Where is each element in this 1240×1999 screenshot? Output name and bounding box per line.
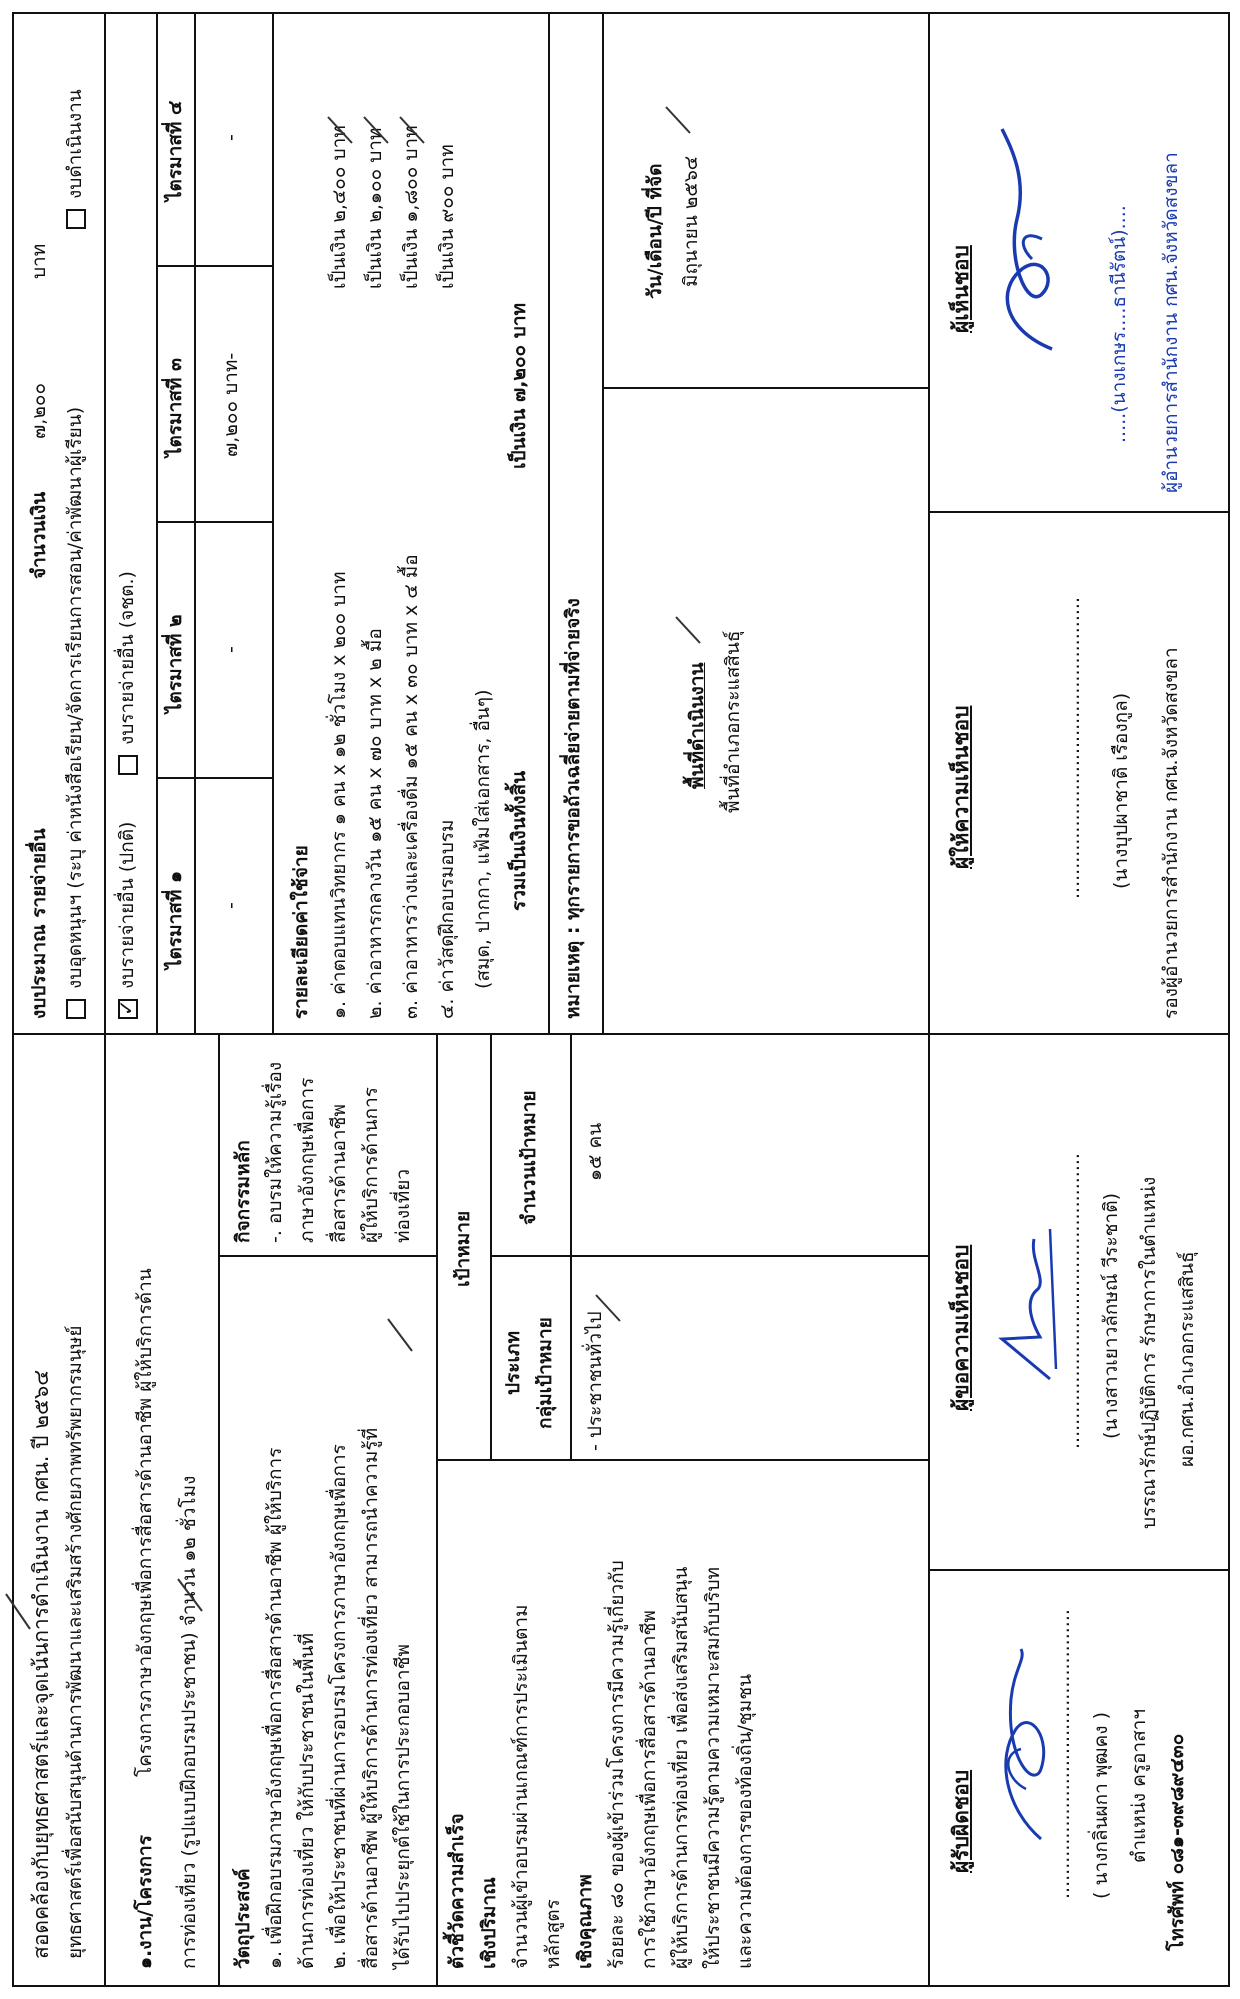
qual-line: ร้อยละ ๘๐ ของผู้เข้าร่วมโครงการมีความรู้เกี่ยวกับ — [606, 1560, 628, 1969]
qual-line: ผู้ให้บริการด้านการท่องเที่ยว เพื่อส่งเสริมสนับสนุน — [670, 1566, 692, 1969]
activity-line: สื่อสารด้านอาชีพ — [328, 1104, 350, 1243]
costs-heading: รายละเอียดค่าใช้จ่าย — [290, 845, 312, 1019]
objective-line: ได้รับไปประยุกต์ใช้ในการประกอบอาชีพ — [392, 1644, 414, 1969]
qual-line: ให้ประชาชนมีความรู้ตามความเหมาะสมกับบริบท — [702, 1566, 724, 1969]
rule — [156, 521, 272, 523]
target-col1a: ประเภท — [502, 1330, 524, 1395]
quarter-value: - — [220, 646, 242, 653]
objective-line: สื่อสารด้านอาชีพ ผู้ให้บริการด้านการท่องเที่ยว สามารถนำความรู้ที่ — [360, 1427, 382, 1969]
cost-amount: เป็นเงิน ๒,๔๐๐ บาท — [328, 125, 350, 289]
opt2-checkbox[interactable] — [66, 209, 86, 229]
opt4-label: งบรายจ่ายอื่น (จชต.) — [116, 571, 138, 745]
cost-amount: เป็นเงิน ๑,๘๐๐ บาท — [400, 125, 422, 289]
qual-line: และความต้องการของท้องถิ่น/ชุมชน — [734, 1673, 756, 1969]
target-type: - ประชาชนทั่วไป — [584, 1311, 606, 1451]
responsible-dots: ................................................ — [1052, 1609, 1074, 1899]
check-mark-icon — [358, 109, 394, 149]
objective-line: ๒. เพื่อให้ประชาชนที่ผ่านการอบรมโครงการภาษาอังกฤษเพื่อการ — [328, 1444, 350, 1969]
activity-line: ภาษาอังกฤษเพื่อการ — [296, 1077, 318, 1243]
cost-item: ๔. ค่าวัสดุฝึกอบรมอบรม — [436, 819, 458, 1019]
schedule-heading: วัน/เดือน/ปี ที่จัด — [644, 163, 666, 299]
opt1-checkbox[interactable] — [66, 999, 86, 1019]
reviewer-position: รองผู้อำนวยการสำนักงาน กศน.จังหวัดสงขลา — [1160, 647, 1182, 1019]
activities-heading: กิจกรรมหลัก — [232, 1140, 254, 1243]
cost-item: ๑. ค่าตอบแทนวิทยากร ๑ คน x ๑๒ ชั่วโมง x ๒๐๐ บาท — [328, 571, 350, 1019]
rule-above-signatures — [928, 12, 930, 1987]
rule — [272, 12, 274, 1035]
budget-label: งบประมาณ รายจ่ายอื่น — [28, 828, 50, 1019]
cost-item: ๒. ค่าอาหารกลางวัน ๑๕ คน x ๗๐ บาท x ๒ มื้อ — [364, 628, 386, 1019]
location-heading: พื้นที่ดำเนินงาน — [686, 662, 708, 789]
project-line1: โครงการภาษาอังกฤษเพื่อการสื่อสารด้านอาชีพ ผู้ให้บริการด้าน — [134, 1268, 156, 1777]
rule — [490, 1255, 928, 1257]
quant-text: จำนวนผู้เข้าอบรมผ่านเกณฑ์การประเมินตาม — [510, 1604, 532, 1969]
project-label: ๑.งาน/โครงการ — [134, 1835, 156, 1969]
qual-label: เชิงคุณภาพ — [574, 1874, 596, 1969]
quarter-header: ไตรมาสที่ ๔ — [164, 100, 186, 201]
quarter-value: ๗,๒๐๐ บาท- — [220, 352, 242, 457]
rule — [156, 265, 272, 267]
quarter-value: - — [220, 134, 242, 141]
opt3-checkbox[interactable] — [118, 999, 138, 1019]
quarter-header: ไตรมาสที่ ๓ — [164, 357, 186, 457]
rule — [570, 1035, 572, 1461]
responsible-title: ผู้รับผิดชอบ — [949, 1769, 973, 1873]
responsible-phone: โทรศัพท์ ๐๘๑-๓๙๘๙๔๓๐ — [1166, 1733, 1188, 1951]
target-col1b: กลุ่มเป้าหมาย — [534, 1317, 556, 1429]
check-mark-icon — [660, 99, 696, 139]
approver-position: ผู้อำนวยการสำนักงาน กศน.จังหวัดสงขลา — [1160, 152, 1182, 493]
rule — [602, 387, 928, 389]
approver-title: ผู้เห็นชอบ — [949, 245, 973, 333]
rule — [194, 12, 196, 1035]
header-line2: ยุทธศาสตร์เพื่อสนับสนุนด้านการพัฒนาและเสริมสร้างศักยภาพทรัพยากรมนุษย์ — [64, 1325, 86, 1959]
rule — [928, 511, 1230, 513]
quant-text2: หลักสูตร — [542, 1899, 564, 1969]
responsible-name: ( นางกลิ่นผกา พุฒคง ) — [1090, 1712, 1112, 1899]
indicators-heading: ตัวชี้วัดความสำเร็จ — [446, 1813, 468, 1969]
requester-position2: ผอ.กศน.อำเภอกระแสสินธุ์ — [1176, 1251, 1198, 1467]
rule — [548, 12, 550, 1035]
objective-line: ด้านการท่องเที่ยว ให้กับประชาชนในพื้นที่ — [296, 1632, 318, 1969]
check-mark-icon — [670, 609, 706, 649]
budget-amount: ๗,๒๐๐ — [28, 382, 50, 439]
cost-amount: เป็นเงิน ๙๐๐ บาท — [436, 144, 458, 289]
cost-amount: เป็นเงิน ๒,๑๐๐ บาท — [364, 127, 386, 289]
check-mark-icon — [380, 1309, 420, 1359]
rule — [436, 1459, 928, 1461]
rule — [928, 1033, 1230, 1035]
activity-line: ท่องเที่ยว — [392, 1168, 414, 1243]
requester-title: ผู้ขอความเห็นชอบ — [949, 1244, 973, 1411]
rule — [156, 777, 272, 779]
rule — [436, 1035, 438, 1987]
activity-line: -. อบรมให้ความรู้เรื่อง — [264, 1061, 286, 1243]
quarter-value: - — [220, 902, 242, 909]
responsible-position: ตำแหน่ง ครูอาสาฯ — [1128, 1708, 1150, 1863]
project-line2: การท่องเที่ยว (รูปแบบฝึกอบรมประชาชน) จำนวน ๑๒ ชั่วโมง — [178, 1475, 200, 1969]
rule — [218, 1035, 220, 1987]
location-value: พื้นที่อำเภอกระแสสินธุ์ — [722, 630, 744, 813]
quant-label: เชิงปริมาณ — [478, 1877, 500, 1969]
reviewer-title: ผู้ให้ความเห็นชอบ — [949, 705, 973, 869]
check-mark-icon — [394, 109, 430, 149]
signature-approver — [982, 119, 1072, 379]
header-line1: สอดคล้องกับยุทธศาสตร์และจุดเน้นการดำเนินงาน กศน. ปี ๒๕๖๔ — [29, 1369, 53, 1959]
schedule-value: มิถุนายน ๒๕๖๔ — [680, 155, 702, 287]
reviewer-name: (นางบุปผาชาติ เรืองกูล) — [1110, 692, 1132, 889]
quarter-header: ไตรมาสที่ ๑ — [164, 870, 186, 969]
check-mark-icon — [590, 1287, 626, 1327]
rule — [490, 1035, 492, 1461]
total-label: รวมเป็นเงินทั้งสิ้น — [508, 770, 530, 911]
rule-center — [12, 1033, 928, 1035]
target-col2: จำนวนเป้าหมาย — [518, 1090, 540, 1225]
rule — [218, 1255, 436, 1257]
check-mark-icon — [322, 109, 358, 149]
quarter-header: ไตรมาสที่ ๒ — [164, 614, 186, 713]
activity-line: ผู้ให้บริการด้านการ — [360, 1087, 382, 1243]
rule — [156, 12, 158, 1035]
cost-item: ๓. ค่าอาหารว่างและเครื่องดื่ม ๑๕ คน x ๓๐ บาท x ๔ มื้อ — [400, 554, 422, 1019]
materials-note: (สมุด, ปากกา, แฟ้มใส่เอกสาร, อื่นๆ) — [472, 689, 494, 989]
total-amount: เป็นเงิน ๗,๒๐๐ บาท — [508, 302, 530, 469]
objectives-heading: วัตถุประสงค์ — [232, 1868, 254, 1969]
requester-dots: ................................................. — [1062, 1153, 1084, 1449]
opt2-label: งบดำเนินงาน — [64, 89, 86, 199]
remark: หมายเหตุ : ทุกรายการขอถัวเฉลี่ยจ่ายตามที่จ่ายจริง — [562, 598, 584, 1019]
qual-line: การใช้ภาษาอังกฤษเพื่อการสื่อสารด้านอาชีพ — [638, 1610, 660, 1969]
opt1-label: งบอุดหนุนฯ (ระบุ ค่าหนังสือเรียน/จัดการเรียนการสอน/ค่าพัฒนาผู้เรียน) — [64, 406, 86, 989]
target-heading: เป้าหมาย — [452, 1210, 474, 1287]
opt4-checkbox[interactable] — [118, 755, 138, 775]
check-mark-icon — [0, 1579, 40, 1639]
opt3-label: งบรายจ่ายอื่น (ปกติ) — [116, 821, 138, 989]
rule — [602, 12, 604, 1035]
requester-name: (นางสาวเยาวลักษณ์ วีระชาติ) — [1100, 1193, 1122, 1439]
check-mark-icon — [170, 1569, 210, 1619]
target-count: ๑๕ คน — [584, 1122, 606, 1181]
objective-line: ๑. เพื่อฝึกอบรมภาษาอังกฤษเพื่อการสื่อสารด้านอาชีพ ผู้ให้บริการ — [264, 1447, 286, 1969]
budget-unit: บาท — [28, 243, 50, 279]
reviewer-dots: .................................................. — [1062, 597, 1084, 899]
rule — [928, 1569, 1230, 1571]
budget-amount-label: จำนวนเงิน — [28, 491, 50, 579]
approver-name: .....(นางเกษร....ธานีรัตน์).... — [1108, 205, 1130, 443]
rule-under-header — [104, 12, 106, 1987]
requester-position1: บรรณารักษ์ปฏิบัติการ รักษาการในตำแหน่ง — [1138, 1176, 1160, 1529]
signature-requester — [990, 1199, 1064, 1399]
